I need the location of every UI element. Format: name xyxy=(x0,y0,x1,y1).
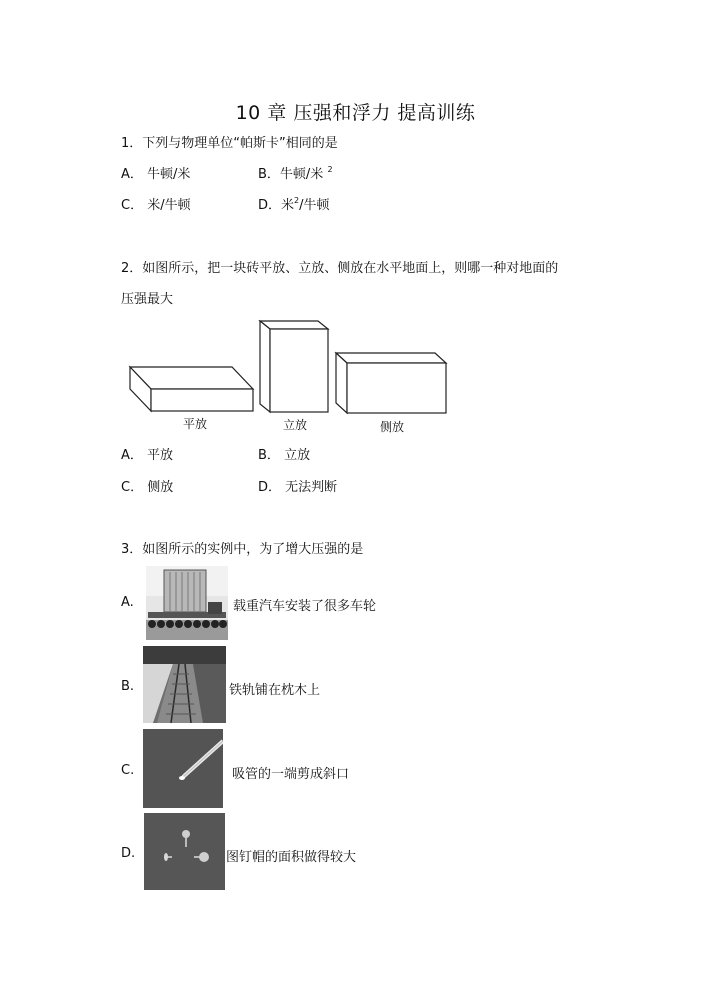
q3-option-c-label[interactable]: C. xyxy=(121,763,135,778)
q1-option-b[interactable] xyxy=(258,163,333,182)
railway-track-photo xyxy=(143,646,226,723)
q3-option-b-label[interactable]: B. xyxy=(121,679,135,694)
option-superscript: 2 xyxy=(327,165,333,174)
figure-label-side: 侧放 xyxy=(380,420,405,434)
q2-option-d[interactable] xyxy=(258,476,337,495)
q3-option-c-text: 吸管的一端剪成斜口 xyxy=(232,767,350,782)
option-text: 米 xyxy=(281,198,295,213)
q1-option-d[interactable] xyxy=(258,194,330,213)
option-text: 牛顿/米 xyxy=(279,167,324,182)
option-label: A． xyxy=(121,448,143,463)
figure-label-flat: 平放 xyxy=(183,417,208,431)
q3-option-b-text: 铁轨铺在枕木上 xyxy=(229,683,321,698)
question-2-stem-line1: 2．如图所示，把一块砖平放、立放、侧放在水平地面上，则哪一种对地面的 xyxy=(121,261,559,276)
straw-photo xyxy=(143,729,223,808)
brick-upright xyxy=(260,321,328,412)
q2-option-b[interactable] xyxy=(258,444,310,463)
option-label: C． xyxy=(121,480,144,495)
option-label: D． xyxy=(258,480,282,495)
page-title: 10 章 压强和浮力 提高训练 xyxy=(235,102,476,124)
q1-option-c[interactable] xyxy=(121,194,191,213)
option-label: C． xyxy=(121,198,144,213)
brick-side xyxy=(336,353,446,413)
q2-option-a[interactable] xyxy=(121,444,173,463)
figure-label-upright: 立放 xyxy=(283,418,308,432)
option-label: A． xyxy=(121,167,143,182)
option-text: 立放 xyxy=(284,448,311,463)
option-text: 米/牛顿 xyxy=(147,198,191,213)
question-2-stem-line2: 压强最大 xyxy=(121,292,174,307)
option-text: 无法判断 xyxy=(285,480,338,495)
q3-option-a-label[interactable]: A. xyxy=(121,595,134,610)
option-label: B． xyxy=(258,448,280,463)
q1-option-a[interactable] xyxy=(121,163,190,182)
option-label: D． xyxy=(258,198,282,213)
option-superscript: 2 xyxy=(294,196,300,205)
q3-option-d-text: 图钉帽的面积做得较大 xyxy=(226,850,357,865)
option-text: 侧放 xyxy=(147,480,174,495)
heavy-truck-photo xyxy=(146,566,228,640)
option-text: 平放 xyxy=(147,448,174,463)
q3-option-a-text: 载重汽车安装了很多车轮 xyxy=(233,599,377,614)
option-text-suffix: /牛顿 xyxy=(299,198,330,213)
q2-option-c[interactable] xyxy=(121,476,173,495)
option-label: B． xyxy=(258,167,280,182)
q3-option-d-label[interactable]: D. xyxy=(121,846,136,861)
thumbtack-photo xyxy=(144,813,225,890)
question-3-stem: 3．如图所示的实例中，为了增大压强的是 xyxy=(121,542,364,557)
brick-flat xyxy=(130,367,253,411)
option-text: 牛顿/米 xyxy=(147,167,191,182)
question-1-stem: 1．下列与物理单位“帕斯卡”相同的是 xyxy=(121,136,338,151)
